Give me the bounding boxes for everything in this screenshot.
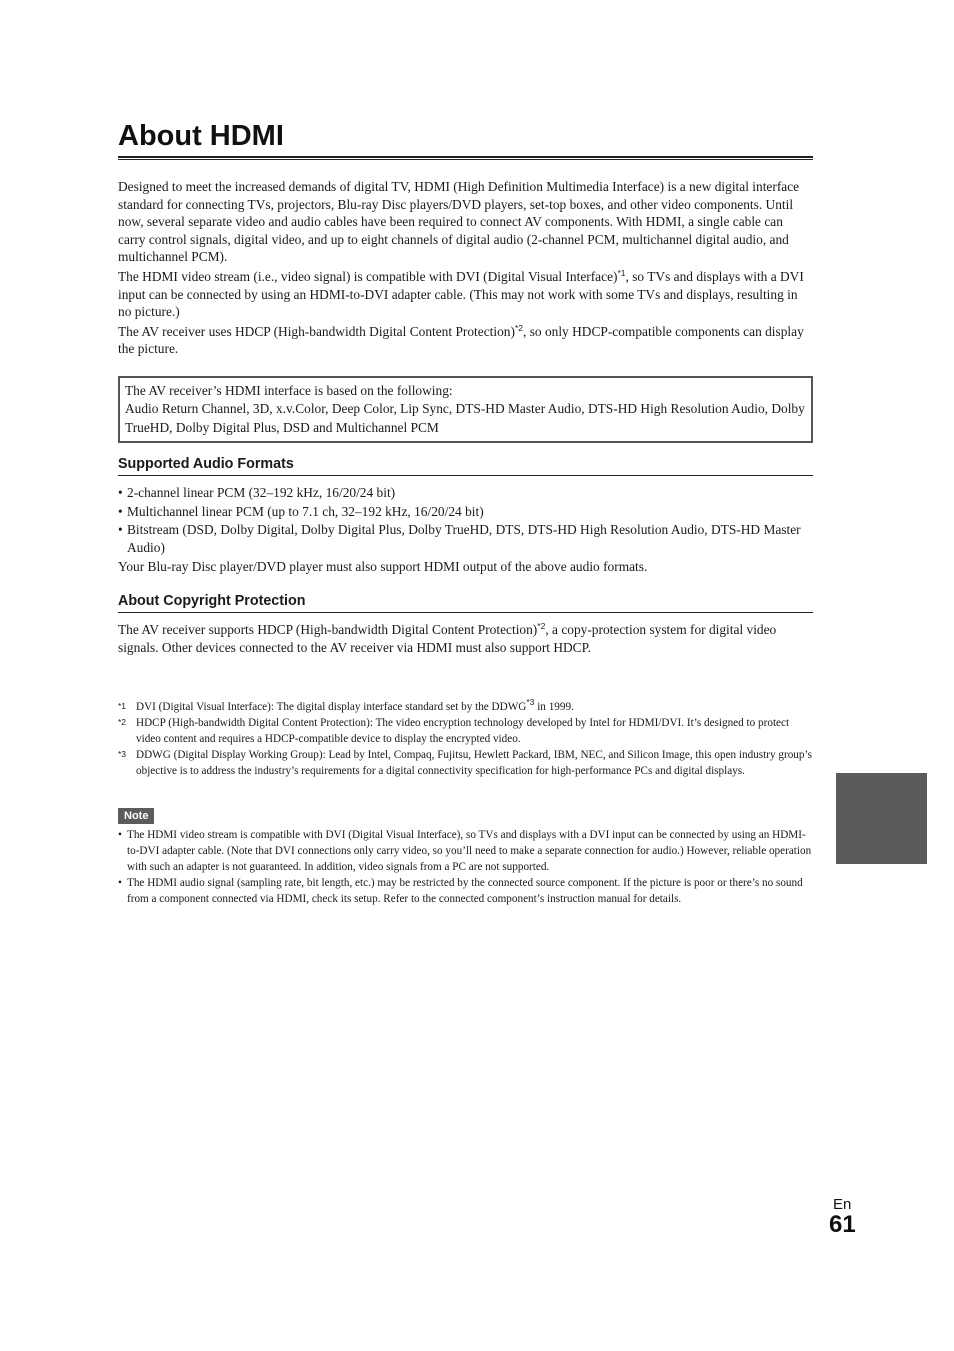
list-item (118, 827, 813, 875)
note-list (118, 827, 813, 907)
footnote-3 (118, 747, 813, 779)
footnote-mark: *1 (118, 700, 127, 711)
title-rule (118, 156, 813, 160)
footnote-ref-3: *3 (526, 696, 535, 707)
list-item (118, 503, 813, 521)
note-label: Note (118, 808, 154, 824)
page-number: 61 (829, 1211, 856, 1238)
footnote-ref-1: *1 (617, 267, 626, 278)
intro-paragraph-3 (118, 323, 813, 358)
chapter-side-tab (836, 773, 927, 864)
footnote-text: DDWG (Digital Display Working Group): Lead by Intel, Compaq, Fujitsu, Hewlett Packard, IBM, NEC, and Silicon Image, this open industry group’s objective is to address the industry’s requirements for a digital connectivity specification for high-performance PCs and digital displays. (136, 748, 812, 777)
bullet: • (118, 876, 122, 889)
footnote-mark: *2 (118, 716, 127, 727)
footnote-mark: *3 (118, 748, 127, 759)
bullet: • (118, 503, 123, 519)
intro-paragraph-2 (118, 268, 813, 321)
supported-audio-note: Your Blu-ray Disc player/DVD player must also support HDMI output of the above audio formats. (118, 558, 648, 574)
copyright-paragraph (118, 621, 813, 656)
footnote-text: HDCP (High-bandwidth Digital Content Protection): The video encryption technology developed by Intel for HDMI/DVI. It’s designed to protect video content and requires a HDCP-compatible device to display the encrypted video. (136, 716, 790, 745)
intro-paragraph-1: Designed to meet the increased demands of digital TV, HDMI (High Definition Multimedia Interface) is a new digital interface standard for connecting TVs, projectors, Blu-ray Disc players/DVD players, set-top boxes, and other video components. Until now, several separate video and audio cables have been required to connect AV components. With HDMI, a single cable can carry control signals, digital video, and up to eight channels of digital audio (2-channel PCM, multichannel digital audio, and multichannel PCM). (118, 179, 800, 265)
footnotes (118, 696, 813, 779)
copyright-section (118, 592, 813, 656)
copyright-text-b: , a copy-protection system for digital video signals. Other devices connected to the AV receiver via HDMI must also support HDCP. (118, 622, 777, 655)
note-section (118, 806, 813, 907)
supported-audio-section (118, 455, 813, 575)
note-item-text: The HDMI audio signal (sampling rate, bit length, etc.) may be restricted by the connected source component. If the picture is poor or there’s no sound from a component connected via HDMI, check its setup. Refer to the connected component’s instruction manual for details. (127, 876, 803, 905)
list-item (118, 521, 813, 558)
footnote-text: DVI (Digital Visual Interface): The digital display interface standard set by the DDWG (136, 700, 527, 713)
footnote-ref-2: *2 (514, 322, 523, 333)
copyright-text-a: The AV receiver supports HDCP (High-bandwidth Digital Content Protection) (118, 622, 538, 638)
note-item-text: The HDMI video stream is compatible with DVI (Digital Visual Interface), so TVs and displays with a DVI input can be connected by using an HDMI-to-DVI adapter cable. (Note that DVI connections only carry video, so you’ll need to make a separate connection for audio.) However, reliable operation with such an adapter is not guaranteed. In addition, video signals from a PC are not supported. (127, 828, 812, 873)
bullet: • (118, 521, 123, 537)
document-page (118, 118, 813, 907)
footnote-1 (118, 696, 813, 715)
language-label: En (833, 1196, 852, 1213)
footnote-2 (118, 715, 813, 747)
intro-paragraph-2-text-a: The HDMI video stream (i.e., video signal) is compatible with DVI (Digital Visual Interface) (118, 268, 618, 284)
list-item-text: 2-channel linear PCM (32–192 kHz, 16/20/24 bit) (127, 485, 396, 501)
page-title: About HDMI (118, 120, 284, 152)
hdmi-features-box (118, 376, 813, 443)
intro-paragraph-3-text-b: , so only HDCP-compatible components can display the picture. (118, 323, 804, 357)
bullet: • (118, 485, 123, 501)
list-item (118, 484, 813, 502)
supported-audio-heading: Supported Audio Formats (118, 455, 813, 476)
box-line-2: Audio Return Channel, 3D, x.v.Color, Deep Color, Lip Sync, DTS-HD Master Audio, DTS-HD High Resolution Audio, Dolby TrueHD, Dolby Digital Plus, DSD and Multichannel PCM (125, 401, 805, 435)
intro-paragraph-3-text-a: The AV receiver uses HDCP (High-bandwidth Digital Content Protection) (118, 323, 515, 339)
footnote-text-tail: in 1999. (534, 700, 574, 713)
footnote-ref-2: *2 (537, 621, 546, 632)
intro-paragraph-2-text-b: , so TVs and displays with a DVI input can be connected by using an HDMI-to-DVI adapter cable. (This may not work with some TVs and displays, resulting in no picture.) (118, 268, 804, 320)
list-item-text: Multichannel linear PCM (up to 7.1 ch, 32–192 kHz, 16/20/24 bit) (127, 503, 484, 519)
list-item (118, 875, 813, 907)
copyright-heading: About Copyright Protection (118, 592, 813, 613)
supported-audio-list (118, 484, 813, 558)
box-line-1: The AV receiver’s HDMI interface is based on the following: (125, 382, 453, 398)
intro-section (118, 178, 813, 358)
list-item-text: Bitstream (DSD, Dolby Digital, Dolby Digital Plus, Dolby TrueHD, DTS, DTS-HD High Resolution Audio, DTS-HD Master Audio) (127, 521, 801, 556)
bullet: • (118, 828, 122, 841)
